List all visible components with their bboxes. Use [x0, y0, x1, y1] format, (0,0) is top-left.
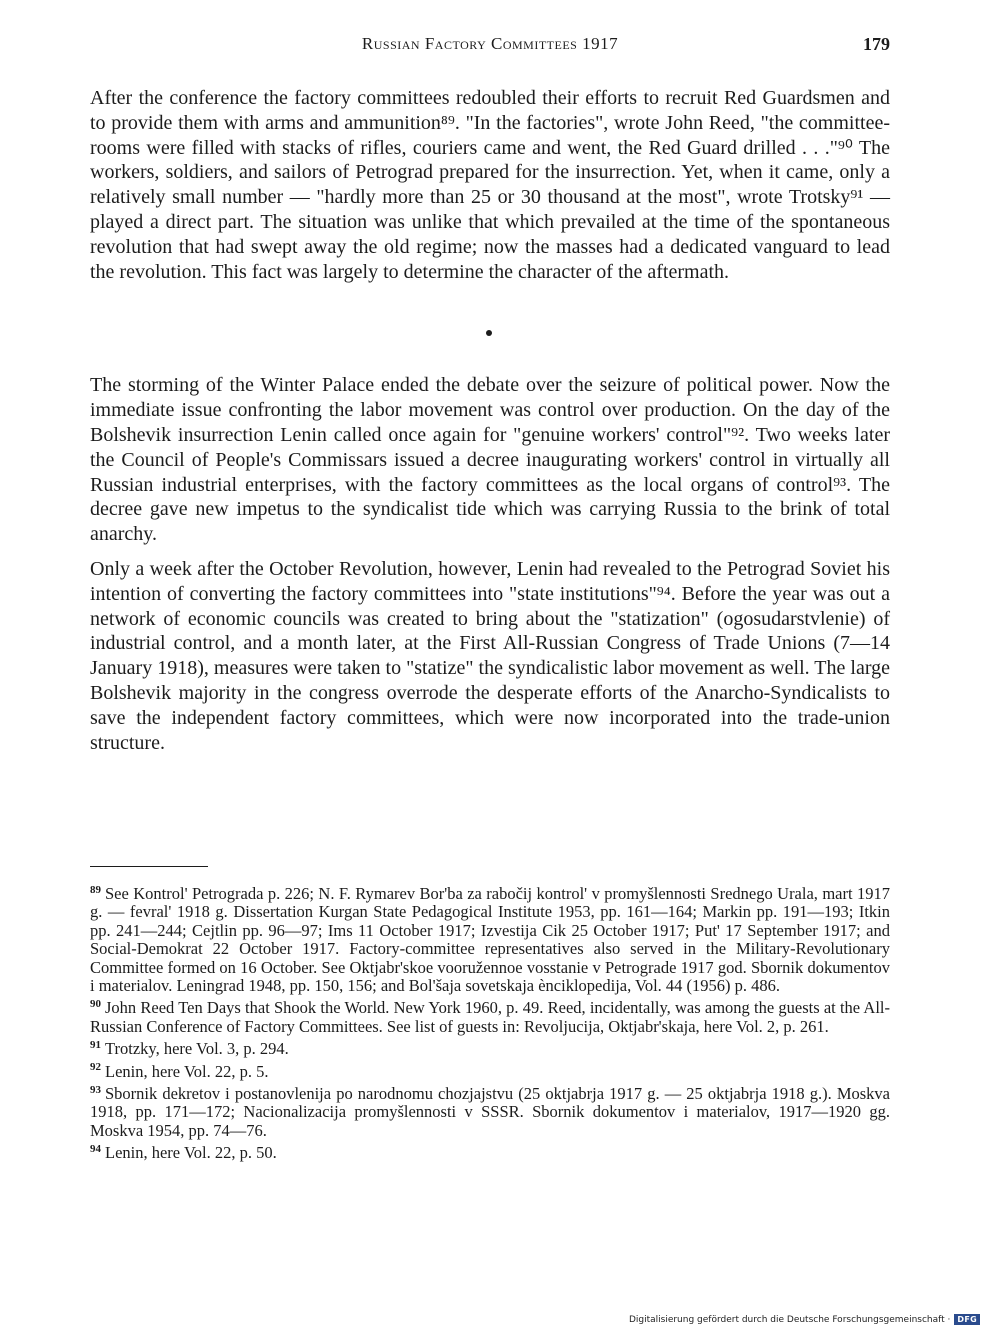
footnote-number: 89	[90, 883, 101, 896]
paragraph-3: Only a week after the October Revolution, however, Lenin had revealed to the Petrograd Soviet his intention of converting the factory committees into "state institutions"⁹⁴. Before the year was out a network of economic councils was created to bring about the "statization" (ogosudarstvlenie) of industrial control, and a month later, at the First All-Russian Congress of Trade Unions (7—14 January 1918), measures were taken to "statize" the syndicalistic labor movement as well. The large Bolshevik majority in the congress overrode the desperate efforts of the Anarcho-Syndicalists to save the independent factory committees, which were now incorporated into the trade-union structure.	[90, 557, 890, 754]
footnote-90	[90, 999, 890, 1036]
page-header	[90, 34, 890, 60]
footnote-92	[90, 1063, 890, 1081]
footnote-text: Trotzky, here Vol. 3, p. 294.	[105, 1039, 289, 1059]
paragraph-2: The storming of the Winter Palace ended the debate over the seizure of political power. Now the immediate issue confronting the labor movement was control over production. On the day of the Bolshevik insurrection Lenin called once again for "genuine workers' control"⁹². Two weeks later the Council of People's Commissars issued a decree inaugurating workers' control in virtually all Russian industrial enterprises, with the factory committees as the local organs of control⁹³. The decree gave new impetus to the syndicalist tide which was carrying Russia to the brink of total anarchy.	[90, 374, 890, 546]
digitization-credit	[629, 1314, 980, 1325]
footnote-text: See Kontrol' Petrograda p. 226; N. F. Rymarev Bor'ba za rabočij kontrol' v promyšlennosti Srednego Urala, mart 1917 g. — fevral' 1918 g. Dissertation Kurgan State Pedagogical Institute 1953, pp. 161—164; Markin pp. 191—193; Itkin pp. 241—244; Cejtlin pp. 96—97; Ims 11 October 1917; Izvestija Cik 25 October 1917; Put' 17 September 1917; and Social-Demokrat 22 October 1917. Factory-committee representatives also served in the Military-Revolutionary Committee formed on 16 October. See Oktjabr'skoe vooružennoe vosstanie v Petrograde 1917 god. Sbornik dokumentov i materialov. Leningrad 1948, pp. 150, 156; and Bol'šaja sovetskaja ènciklopedija, Vol. 44 (1956) p. 486.	[90, 884, 890, 996]
footnote-text: Lenin, here Vol. 22, p. 5.	[105, 1061, 269, 1081]
footnote-text: Lenin, here Vol. 22, p. 50.	[105, 1143, 277, 1163]
paragraph-1: After the conference the factory committees redoubled their efforts to recruit Red Guardsmen and to provide them with arms and ammunition⁸⁹. "In the factories", wrote John Reed, "the committee-rooms were filled with stacks of rifles, couriers came and went, the Red Guard drilled . . ."⁹⁰ The workers, soldiers, and sailors of Petrograd prepared for the insurrection. Yet, when it came, only a relatively small number — "hardly more than 25 or 30 thousand at the most", wrote Trotsky⁹¹ — played a direct part. The situation was unlike that which prevailed at the time of the spontaneous revolution that had swept away the old regime; now the masses had a dedicated vanguard to lead the revolution. This fact was largely to determine the character of the aftermath.	[90, 87, 890, 283]
dfg-logo-icon: DFG	[954, 1314, 980, 1325]
footnote-number: 94	[90, 1142, 101, 1155]
footnote-rule	[90, 866, 208, 867]
credit-text: Digitalisierung gefördert durch die Deutsche Forschungsgemeinschaft ·	[628, 1314, 951, 1325]
body-text	[90, 86, 890, 755]
footnote-number: 91	[90, 1038, 101, 1051]
footnote-94	[90, 1144, 890, 1162]
footnote-91	[90, 1040, 890, 1058]
footnotes	[90, 885, 890, 1167]
footnote-89	[90, 885, 890, 995]
page-number: 179	[863, 34, 890, 54]
section-separator	[90, 298, 890, 358]
running-title: Russian Factory Committees 1917	[361, 34, 619, 53]
separator-dot-icon	[486, 330, 492, 336]
footnote-93	[90, 1085, 890, 1140]
footnote-number: 90	[90, 997, 101, 1010]
footnote-text: John Reed Ten Days that Shook the World. New York 1960, p. 49. Reed, incidentally, was among the guests at the All-Russian Conference of Factory Committees. See list of guests in: Revoljucija, Oktjabr'skaja, here Vol. 2, p. 261.	[90, 998, 890, 1036]
footnote-number: 93	[90, 1083, 101, 1096]
footnote-number: 92	[90, 1061, 101, 1074]
footnote-text: Sbornik dekretov i postanovlenija po narodnomu chozjajstvu (25 oktjabrja 1917 g. — 25 oktjabrja 1918 g.). Moskva 1918, pp. 171—172; Nacionalizacija promyšlennosti v SSSR. Sbornik dokumentov i materialov, 1917—1920 gg. Moskva 1954, pp. 74—76.	[90, 1084, 890, 1140]
